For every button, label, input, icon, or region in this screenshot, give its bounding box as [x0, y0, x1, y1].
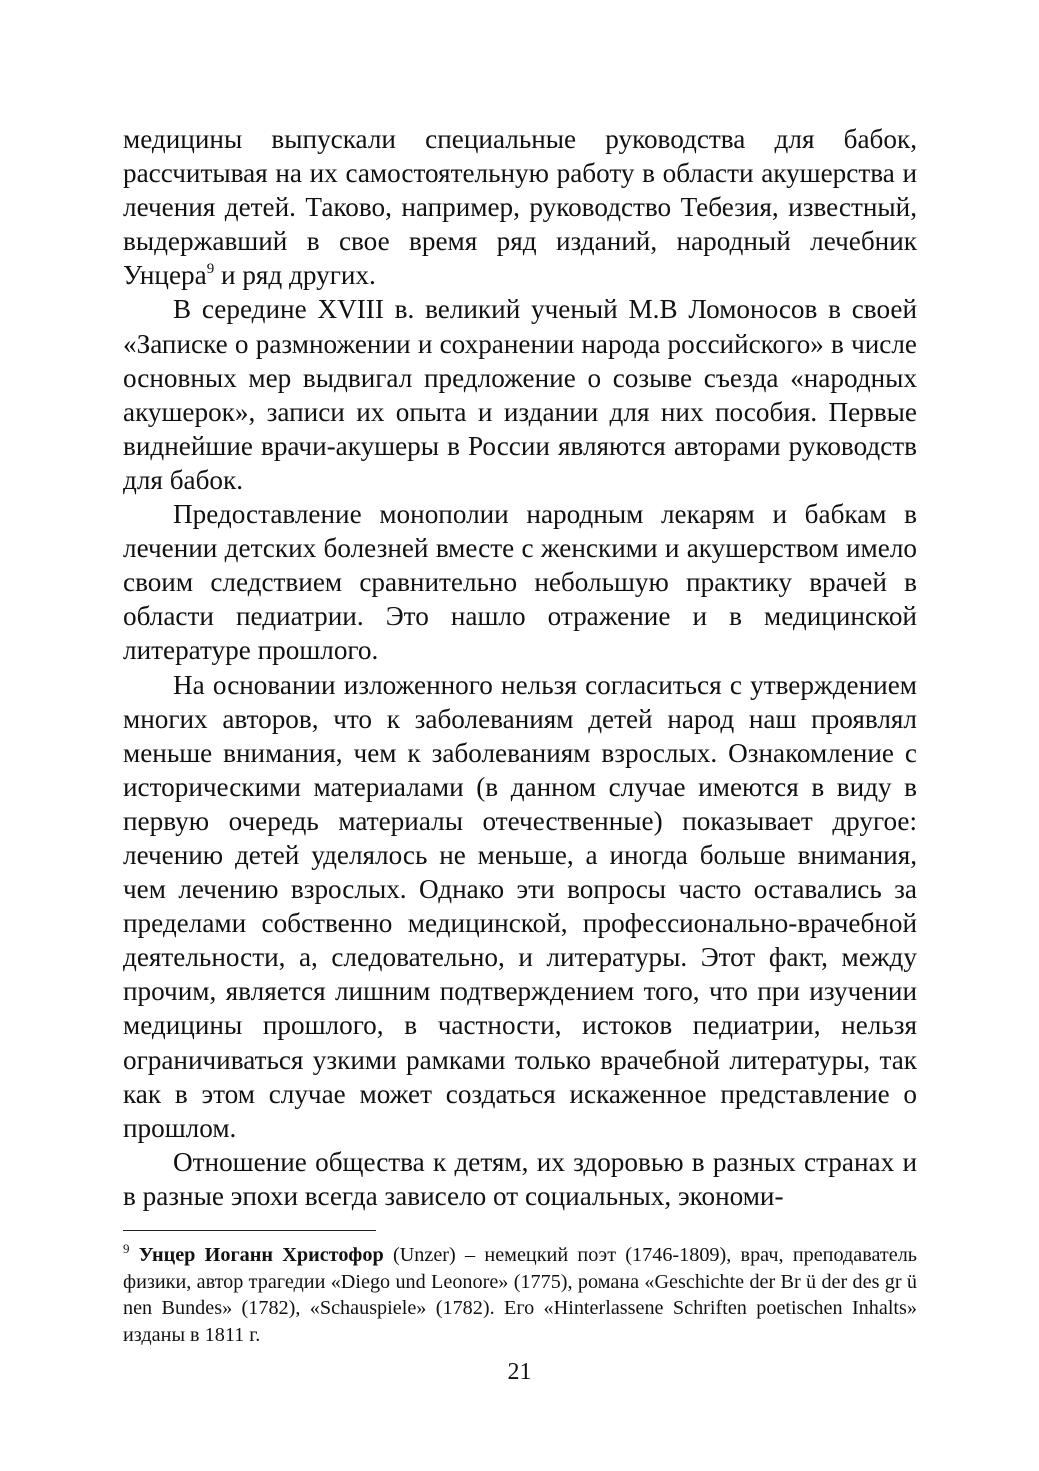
paragraph-1-text: медицины выпускали специальные руководства для бабок, рассчитывая на их самостоятельную работу в области акушерства и лечения детей. Таково, например, руководство Тебезия, известный, выдержавший в свое время ряд изданий, народный лечебник Унцера: [123, 124, 917, 291]
paragraph-1: [123, 122, 917, 292]
footnote-number: 9: [123, 1241, 130, 1256]
footnote-text: (Unzer) – немецкий поэт (1746-1809), врач, преподаватель физики, автор трагедии «Diego und Leonore» (1775), романа «Geschichte der Br ü der des gr ü nen Bundes» (1782), «Schauspiele» (1782). Его «Hinterlassene Schriften poetischen Inhalts» изданы в 1811 г.: [123, 1244, 917, 1346]
paragraph-2: В середине XVIII в. великий ученый М.В Ломоносов в своей «Записке о размножении и сохранении народа российского» в числе основных мер выдвигал предложение о созыве съезда «народных акушерок», записи их опыта и издании для них пособия. Первые виднейшие врачи-акушеры в России являются авторами руководств для бабок.: [123, 294, 917, 495]
paragraph-3: Предоставление монополии народным лекарям и бабкам в лечении детских болезней вместе с женскими и акушерством имело своим следствием сравнительно небольшую практику врачей в области педиатрии. Это нашло отражение и в медицинской литературе прошлого.: [123, 499, 917, 666]
footnote-divider: [123, 1230, 376, 1231]
paragraph-5: Отношение общества к детям, их здоровью в разных странах и в разные эпохи всегда зависело от социальных, экономи-: [123, 1146, 917, 1211]
footnote-reference: 9: [206, 261, 215, 278]
page-number: 21: [507, 1359, 532, 1385]
footnote: [123, 1242, 917, 1348]
paragraph-4: На основании изложенного нельзя согласиться с утверждением многих авторов, что к заболеваниям детей народ наш проявлял меньше внимания, чем к заболеваниям взрослых. Ознакомление с историческими материалами (в данном случае имеются в виду в первую очередь материалы отечественные) показывает другое: лечению детей уделялось не меньше, а иногда больше внимания, чем лечению взрослых. Однако эти вопросы часто оставались за пределами собственно медицинской, профессионально-врачебной деятельности, а, следовательно, и литературы. Этот факт, между прочим, является лишним подтверждением того, что при изучении медицины прошлого, в частности, истоков педиатрии, нельзя ограничиваться узкими рамками только врачебной литературы, так как в этом случае может создаться искаженное представление о прошлом.: [123, 669, 917, 1143]
paragraph-1-tail: и ряд других.: [214, 260, 376, 291]
footnote-name: Унцер Иоганн Христофор: [138, 1244, 384, 1266]
main-text: [123, 122, 917, 1213]
